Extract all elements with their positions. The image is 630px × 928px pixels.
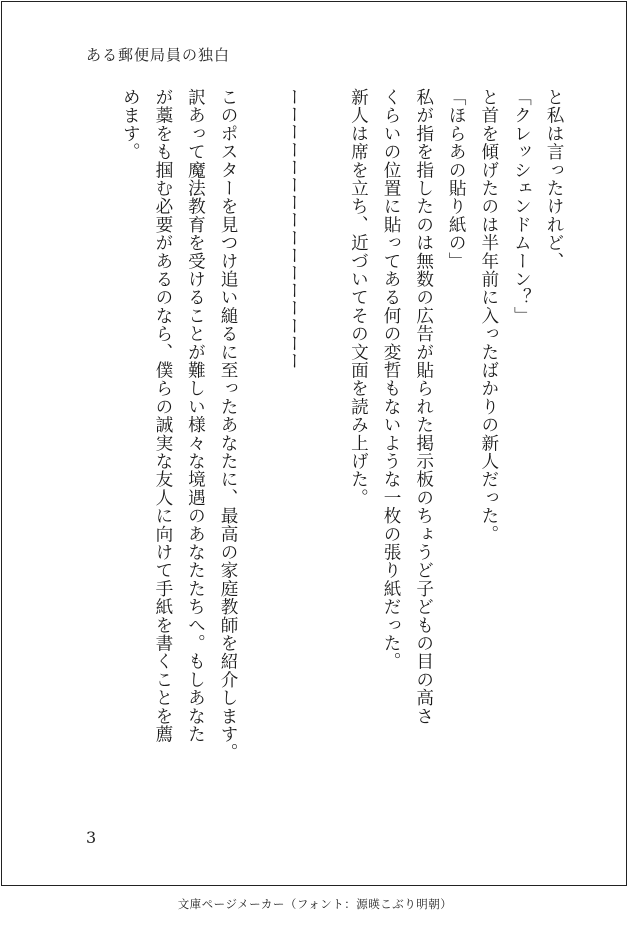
text-line: 「ほらあの貼り紙の」 [446, 88, 467, 270]
footer-credit: 文庫ページメーカー（フォント：源暎こぶり明朝） [177, 897, 453, 911]
text-line: 新人は席を立ち、近づいてその文面を読み上げた。 [348, 88, 369, 507]
text-line: 訳あって魔法教育を受けることが難しい様々な境遇のあなたたちへ。もしあなた [185, 88, 206, 744]
text-line: と私は言ったけれど、 [544, 88, 564, 270]
dash-separator-line: ーーーーーーーーーーーーーーーー [283, 88, 304, 370]
page-header-title: ある郵便局員の独白 [86, 46, 231, 64]
text-line: くらいの位置に貼ってある何の変哲もないような一枚の張り紙だった。 [381, 88, 402, 671]
page-number: 3 [86, 828, 97, 847]
text-line: このポスターを見つけ追い縋るに至ったあなたに、最高の家庭教師を紹介します。 [218, 88, 239, 762]
vertical-body-text [100, 88, 570, 798]
text-line: 私が指を指したのは無数の広告が貼られた掲示板のちょうど子どもの目の高さ [413, 88, 434, 725]
blank-line [244, 88, 277, 798]
text-line: 「クレッシェンドムーン？」 [511, 88, 532, 325]
blank-line [309, 88, 342, 798]
text-line: めます。 [120, 88, 141, 161]
text-line: が藁をも掴む必要があるのなら、僕らの誠実な友人に向けて手紙を書くことを薦 [152, 88, 173, 744]
page-frame [1, 1, 627, 886]
text-line: と首を傾げたのは半年前に入ったばかりの新人だった。 [478, 88, 499, 543]
